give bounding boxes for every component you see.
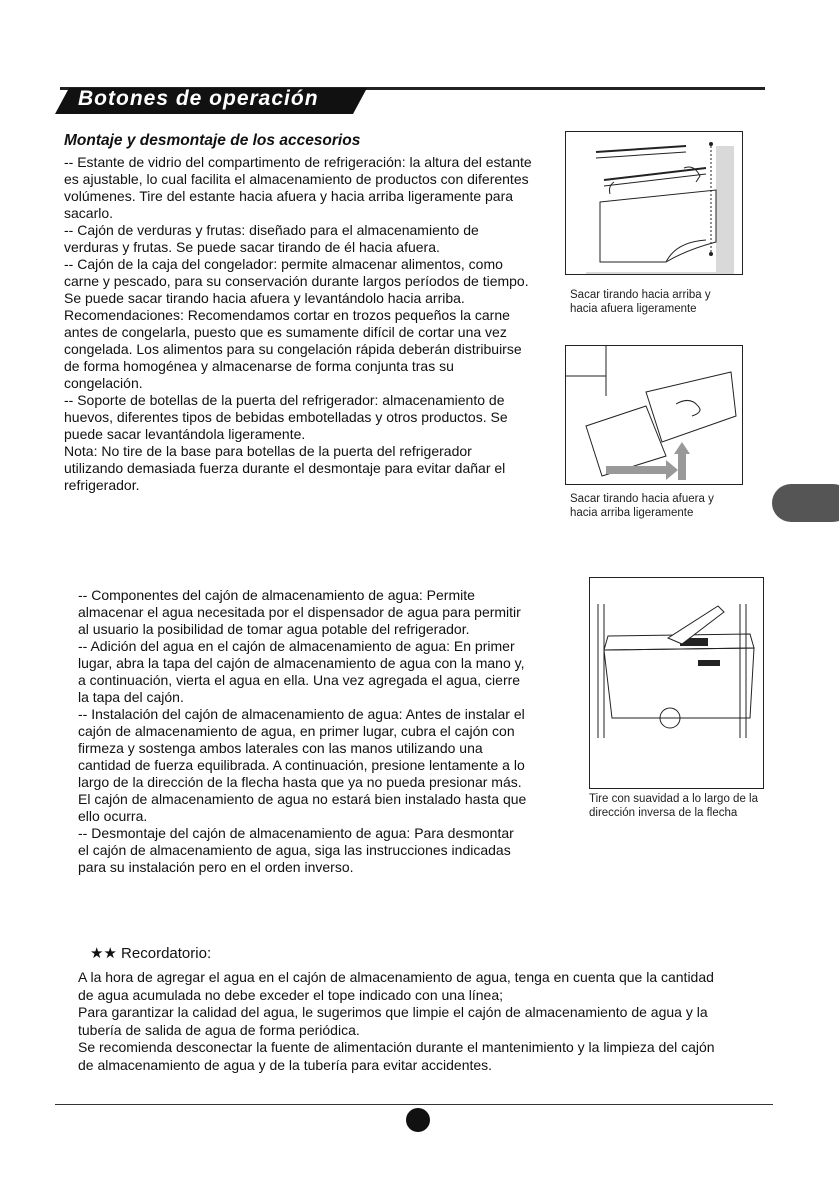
drawer-caption: Sacar tirando hacia afuera y hacia arriba ligeramente (570, 493, 714, 519)
shelf-illustration (566, 132, 742, 274)
side-tab-marker (772, 484, 839, 522)
paragraph-water-adding: -- Adición del agua en el cajón de almacenamiento de agua: En primer lugar, abra la tapa del cajón de almacenamiento de agua con la mano y, a continuación, vierta el agua en ella. Una vez agregada el agua, cierre la tapa del cajón. (78, 638, 525, 705)
paragraph-water-install: -- Instalación del cajón de almacenamiento de agua: Antes de instalar el cajón de almacenamiento de agua, en primer lugar, cubra el cajón con firmeza y sostenga ambos laterales con las manos utilizando una cantidad de fuerza equilibrada. A continuación, presione lentamente a lo largo de la dirección de la flecha hasta que ya no pueda presionar más. El cajón de almacenamiento de agua no estará bien instalado hasta que ello ocurra. (78, 706, 527, 824)
paragraph-water-components: -- Componentes del cajón de almacenamiento de agua: Permite almacenar el agua necesitada por el dispensador de agua para permitir al usuario la posibilidad de tomar agua potable del refrigerador. (78, 587, 521, 637)
paragraph-vegetable-drawer: -- Cajón de verduras y frutas: diseñado para el almacenamiento de verduras y frutas. Se puede sacar tirando de él hacia afuera. (64, 222, 479, 255)
page-number-marker (406, 1108, 430, 1132)
footer-rule (55, 1104, 773, 1105)
water-tank-illustration (590, 578, 763, 788)
page-title: Botones de operación (78, 87, 319, 110)
section-title: Montaje y desmontaje de los accesorios (64, 132, 361, 149)
paragraph-recommendations: Recomendaciones: Recomendamos cortar en trozos pequeños la carne antes de congelarla, puesto que es sumamente difícil de cortar una vez congelada. Los alimentos para su congelación rápida deberán distribuirse de forma homogénea y almacenarse de forma conjunta tras su congelación. (64, 307, 522, 391)
shelf-figure (565, 131, 743, 275)
accessories-text (64, 154, 534, 494)
drawer-illustration (566, 346, 742, 484)
shelf-caption: Sacar tirando hacia arriba y hacia afuera ligeramente (570, 289, 711, 315)
water-tank-caption: Tire con suavidad a lo largo de la dirección inversa de la flecha (589, 793, 758, 819)
reminder-paragraph-1: A la hora de agregar el agua en el cajón de almacenamiento de agua, tenga en cuenta que la cantidad de agua acumulada no debe exceder el tope indicado con una línea; (78, 969, 714, 1003)
water-tank-figure (589, 577, 764, 789)
paragraph-water-removal: -- Desmontaje del cajón de almacenamiento de agua: Para desmontar el cajón de almacenamiento de agua, siga las instrucciones indicadas para su instalación pero en el orden inverso. (78, 825, 514, 875)
drawer-figure (565, 345, 743, 485)
paragraph-bottle-holder: -- Soporte de botellas de la puerta del refrigerador: almacenamiento de huevos, diferentes tipos de bebidas embotelladas y otros productos. Se puede sacar levantándola ligeramente. (64, 392, 508, 442)
reminder-paragraph-2: Para garantizar la calidad del agua, le sugerimos que limpie el cajón de almacenamiento de agua y la tubería de salida de agua de forma periódica. (78, 1004, 708, 1038)
paragraph-note: Nota: No tire de la base para botellas de la puerta del refrigerador utilizando demasiada fuerza durante el desmontaje para evitar dañar el refrigerador. (64, 443, 506, 493)
paragraph-freezer-drawer: -- Cajón de la caja del congelador: permite almacenar alimentos, como carne y pescado, para su conservación durante largos períodos de tiempo. Se puede sacar tirando hacia afuera y levantándolo hacia arriba. (64, 256, 529, 306)
paragraph-glass-shelf: -- Estante de vidrio del compartimento de refrigeración: la altura del estante es ajustable, lo cual facilita el almacenamiento de productos con diferentes volúmenes. Tire del estante hacia afuera y hacia arriba ligeramente para sacarlo. (64, 154, 532, 221)
reminder-title: ★★ Recordatorio: (90, 945, 212, 962)
reminder-paragraph-3: Se recomienda desconectar la fuente de alimentación durante el mantenimiento y la limpieza del cajón de almacenamiento de agua y de la tubería para evitar accidentes. (78, 1039, 715, 1073)
water-tank-text (78, 587, 528, 876)
reminder-text (78, 969, 718, 1074)
